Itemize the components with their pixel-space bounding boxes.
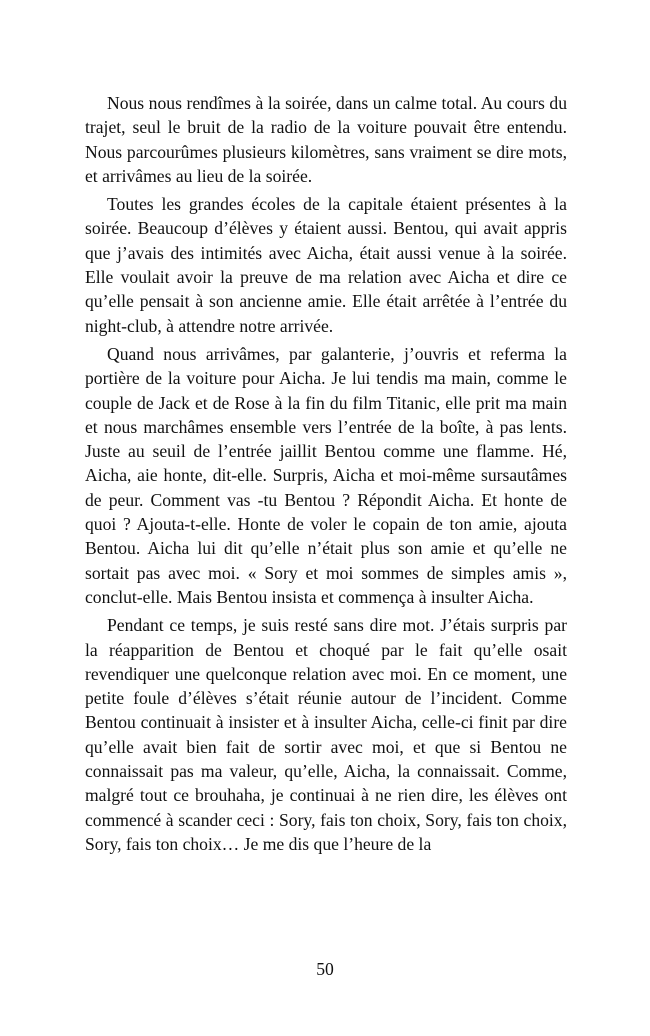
paragraph-3: Quand nous arrivâmes, par galanterie, j’ouvris et referma la portière de la voiture pour Aicha. Je lui tendis ma main, comme le couple de Jack et de Rose à la fin du film Titanic, elle prit ma main et nous marchâmes ensemble vers l’entrée de la boîte, à pas lents. Juste au seuil de l’entrée jaillit Bentou comme une flamme. Hé, Aicha, aie honte, dit-elle. Surpris, Aicha et moi-même sursautâmes de peur. Comment vas -tu Bentou ? Répondit Aicha. Et honte de quoi ? Ajouta-t-elle. Honte de voler le copain de ton amie, ajouta Bentou. Aicha lui dit qu’elle n’était plus son amie et qu’elle ne sortait pas avec moi. « Sory et moi sommes de simples amis », conclut-elle. Mais Bentou insista et commença à insulter Aicha. (85, 343, 567, 607)
page-number: 50 (316, 959, 334, 979)
paragraph-1: Nous nous rendîmes à la soirée, dans un calme total. Au cours du trajet, seul le bruit de la radio de la voiture pouvait être entendu. Nous parcourûmes plusieurs kilomètres, sans vraiment se dire mots, et arrivâmes au lieu de la soirée. (85, 93, 567, 186)
paragraph-4: Pendant ce temps, je suis resté sans dire mot. J’étais surpris par la réapparition de Bentou et choqué par le fait qu’elle osait revendiquer une quelconque relation avec moi. En ce moment, une petite foule d’élèves s’était réunie autour de l’incident. Comme Bentou continuait à insister et à insulter Aicha, celle-ci finit par dire qu’elle avait bien fait de sortir avec moi, et que si Bentou ne connaissait pas ma valeur, qu’elle, Aicha, la connaissait. Comme, malgré tout ce brouhaha, je continuai à ne rien dire, les élèves ont commencé à scander ceci : Sory, fais ton choix, Sory, fais ton choix, Sory, fais ton choix… Je me dis que l’heure de la (85, 615, 567, 854)
body-text (85, 91, 567, 860)
paragraph-2: Toutes les grandes écoles de la capitale étaient présentes à la soirée. Beaucoup d’élèves y étaient aussi. Bentou, qui avait appris que j’avais des intimités avec Aicha, était aussi venue à la soirée. Elle voulait avoir la preuve de ma relation avec Aicha et dire ce qu’elle pensait à son ancienne amie. Elle était arrêtée à l’entrée du night-club, à attendre notre arrivée. (85, 194, 567, 336)
